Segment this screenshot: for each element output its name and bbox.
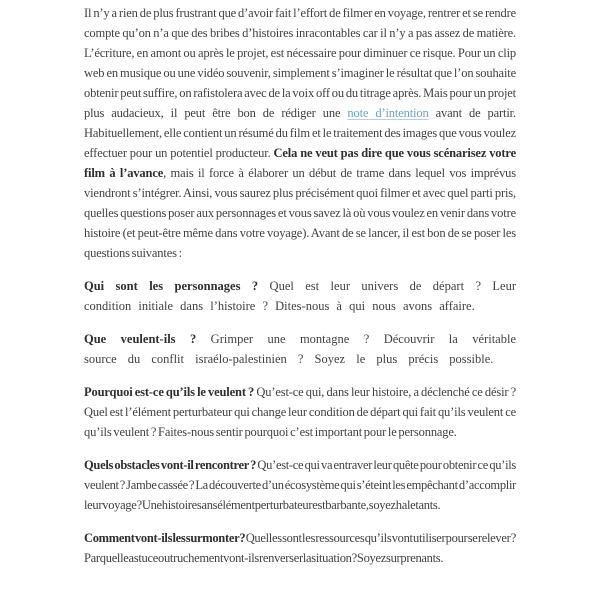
- question-lead-bold: Comment vont-ils les surmonter ?: [84, 531, 246, 545]
- paragraph-qui-sont-les-personnages: [84, 276, 516, 316]
- body-text-run: Quel est leur univers de départ ? Leur condition initiale dans l’histoire ? Dites-nous à qui nous avons affaire.: [84, 279, 517, 313]
- question-lead-bold: Cela ne veut pas dire que vous scénarisez votre film à l’avance: [84, 146, 516, 180]
- paragraph-comment-surmonter: [84, 528, 516, 568]
- paragraph-pourquoi-le-veulent: [84, 382, 516, 442]
- body-text-run: avant de partir. Habituellement, elle contient un résumé du film et le traitement des images que vous voulez effectuer pour un potentiel producteur.: [84, 106, 516, 160]
- body-text-run: Quelles sont les ressources qu’ils vont utiliser pour se relever ? Par quelle astuce ou truchement vont-ils renverser la situation ? Soyez surprenants.: [84, 531, 516, 565]
- paragraph-quels-obstacles: [84, 455, 516, 515]
- body-text-run: , mais il force à élaborer un début de trame dans lequel vos imprévus viendront s’intégrer. Ainsi, vous saurez plus précisément quoi filmer et avec quel parti pris, quelles questions poser aux personnages et vous savez là où vous voulez en venir dans votre histoire (et peut-être même dans votre voyage). Avant de se lancer, il est bon de se poser les questions suivantes :: [84, 166, 516, 260]
- body-text-run: Qu’est-ce qui va entraver leur quête pour obtenir ce qu’ils veulent ? Jambe cassée ? La découverte d’un écosystème qui s’éteint les empêchant d’accomplir leur voyage ? Une histoire sans élément perturbateur est barbante, soyez haletants.: [84, 458, 516, 512]
- paragraph-que-veulent-ils: [84, 329, 516, 369]
- question-lead-bold: Quels obstacles vont-il rencontrer ?: [84, 458, 257, 472]
- note-intention-link[interactable]: note d’intention: [347, 106, 429, 120]
- body-text-run: Il n’y a rien de plus frustrant que d’avoir fait l’effort de filmer en voyage, rentrer et se rendre compte qu’on n’a que des bribes d’histoires inracontables car il n’y a pas assez de matière. L’écriture, en amont ou après le projet, est nécessaire pour diminuer ce risque. Pour un clip web en musique ou une vidéo souvenir, simplement s’imaginer le résultat que l’on souhaite obtenir peut suffire, on rafistolera avec de la voix off ou du titrage après. Mais pour un projet plus audacieux, il peut être bon de rédiger une: [84, 6, 516, 120]
- question-lead-bold: Qui sont les personnages ?: [84, 279, 259, 293]
- question-lead-bold: Pourquoi est-ce qu’ils le veulent ?: [84, 385, 255, 399]
- paragraph-intro: [84, 3, 516, 263]
- body-text-run: Grimper une montagne ? Découvrir la véritable source du conflit israélo-palestinien ? Soyez le plus précis possible.: [84, 332, 516, 366]
- question-lead-bold: Que veulent-ils ?: [84, 332, 197, 346]
- body-text-run: Qu’est-ce qui, dans leur histoire, a déclenché ce désir ? Quel est l’élément perturbateur qui change leur condition de départ qui fait qu’ils veulent ce qu’ils veulent ? Faites-nous sentir pourquoi c’est important pour le personnage.: [84, 385, 517, 439]
- article-body: [84, 0, 516, 568]
